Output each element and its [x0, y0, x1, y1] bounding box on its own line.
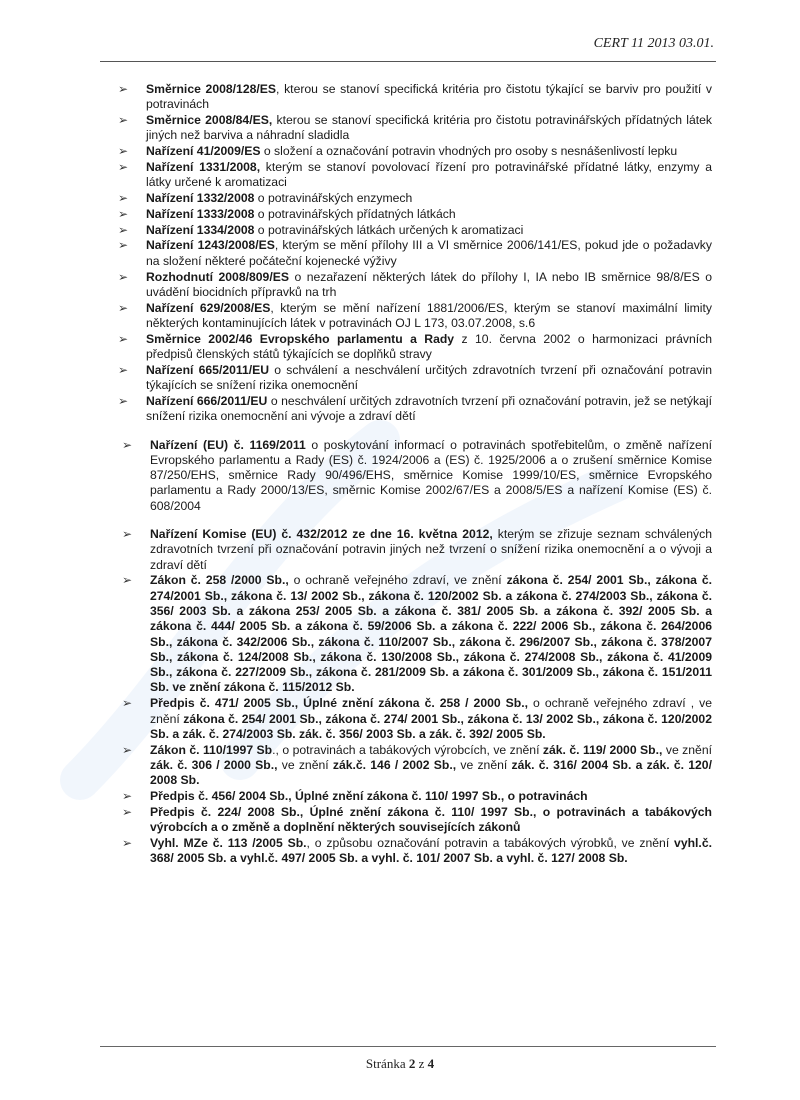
legislation-reference: Nařízení 41/2009/ES — [146, 144, 261, 159]
legislation-description: , o způsobu označování potravin a tabákových výrobků, ve znění — [306, 835, 675, 850]
list-item — [118, 223, 712, 238]
arrow-bullet-icon: ➢ — [122, 835, 133, 850]
footer-of: z — [418, 1056, 425, 1071]
legislation-reference: Nařízení 1243/2008/ES — [146, 238, 275, 253]
list-item — [118, 191, 712, 206]
legislation-description: o složení a označování potravin vhodných pro osoby s nesnášenlivostí lepku — [260, 144, 678, 159]
legislation-reference: zák. č. 306 / 2000 Sb., — [150, 757, 278, 772]
legislation-description: o ochraně veřejného zdraví, ve znění — [288, 573, 507, 588]
list-item — [118, 301, 712, 332]
legislation-description: , kterou se stanoví specifická kritéria pro čistotu týkající se barviv pro použití v potravinách — [146, 82, 712, 112]
legislation-description: o neschválení určitých zdravotních tvrzení při označování potravin, jež se netýkají snížení rizika onemocnění ani vývoje a zdraví dětí — [146, 393, 712, 424]
legislation-description: z 10. června 2002 o harmonizaci právních předpisů členských států týkajících se doplňků stravy — [146, 331, 712, 362]
legislation-reference: Vyhl. MZe č. 113 /2005 Sb. — [150, 835, 307, 850]
list-item — [118, 82, 712, 113]
legislation-reference: Nařízení 1331/2008, — [146, 159, 261, 174]
legislation-reference: Zákon č. 110/1997 Sb — [150, 742, 273, 757]
list-item — [118, 160, 712, 191]
legislation-description: o ochraně veřejného zdraví , ve znění — [150, 696, 712, 726]
legislation-description: o potravinářských látkách určených k aromatizaci — [254, 222, 524, 237]
arrow-bullet-icon: ➢ — [118, 238, 129, 253]
arrow-bullet-icon: ➢ — [118, 159, 129, 174]
arrow-bullet-icon: ➢ — [118, 82, 129, 96]
legislation-reference: Nařízení 665/2011/EU — [146, 362, 270, 377]
legislation-reference: vyhl.č. 368/ 2005 Sb. a vyhl.č. 497/ 2005 Sb. a vyhl. č. 101/ 2007 Sb. a vyhl. č. 127/ 2008 Sb. — [150, 835, 712, 866]
list-item — [118, 332, 712, 363]
arrow-bullet-icon: ➢ — [118, 300, 129, 315]
legislation-list — [118, 82, 712, 867]
arrow-bullet-icon: ➢ — [122, 789, 133, 804]
total-pages: 4 — [427, 1056, 435, 1071]
list-item — [118, 207, 712, 222]
legislation-description: , kterým se mění nařízení 1881/2006/ES, kterým se stanoví maximální limity některých kontaminujících látek v potravinách OJ L 173, 03.07.2008, s.6 — [146, 300, 712, 330]
legislation-description: ., o potravinách a tabákových výrobcích, ve znění — [272, 742, 543, 757]
legislation-reference: zákona č. 254/ 2001 Sb., zákona č. 274/ 2001 Sb., zákona č. 13/ 2002 Sb., zákona č. 120/2002 Sb. a zák. č. 274/2003 Sb. zák. č. 356/ 2003 Sb. a zák. č. 392/ 2005 Sb. — [150, 711, 712, 741]
list-item — [122, 805, 712, 836]
list-item — [122, 696, 712, 742]
legislation-description: ve znění — [277, 757, 333, 772]
list-item — [122, 789, 712, 804]
legislation-reference: Nařízení 1332/2008 — [146, 191, 255, 206]
legislation-description: o potravinářských enzymech — [254, 191, 413, 206]
legislation-reference: Směrnice 2002/46 Evropského parlamentu a Rady — [146, 331, 455, 346]
page-footer — [0, 1056, 800, 1072]
list-item — [122, 527, 712, 573]
legislation-description: kterou se stanoví specifická kritéria pro čistotu potravinářských přídatných látek jiných než barviva a náhradní sladidla — [146, 113, 712, 143]
legislation-reference: Rozhodnutí 2008/809/ES — [146, 269, 289, 284]
legislation-description: , kterým se mění přílohy III a VI směrnice 2006/141/ES, pokud jde o požadavky na složení některé počáteční kojenecké výživy — [146, 238, 712, 268]
current-page: 2 — [408, 1056, 416, 1071]
arrow-bullet-icon: ➢ — [118, 113, 129, 128]
list-item — [118, 238, 712, 269]
legislation-reference: zák. č. 119/ 2000 Sb., — [542, 742, 663, 757]
legislation-description: ve znění — [662, 742, 712, 757]
legislation-reference: Nařízení Komise (EU) č. 432/2012 ze dne 16. května 2012, — [150, 527, 493, 542]
footer-label: Stránka — [365, 1056, 406, 1071]
arrow-bullet-icon: ➢ — [118, 269, 129, 284]
legislation-reference: zák. č. 316/ 2004 Sb. a zák. č. 120/ 2008 Sb. — [150, 757, 712, 788]
arrow-bullet-icon: ➢ — [118, 191, 129, 206]
list-item — [122, 836, 712, 867]
legislation-reference: Předpis č. 456/ 2004 Sb., Úplné znění zákona č. 110/ 1997 Sb., o potravinách — [150, 789, 588, 804]
list-item — [118, 270, 712, 301]
arrow-bullet-icon: ➢ — [122, 437, 133, 452]
legislation-description: o nezařazení některých látek do přílohy I, IA nebo IB směrnice 98/8/ES o uvádění biocidních přípravků na trh — [146, 269, 712, 299]
legislation-description: kterým se zřizuje seznam schválených zdravotních tvrzení při označování potravin jiných než tvrzení o snížení rizika onemocnění a o vývoji a zdraví dětí — [150, 527, 712, 572]
legislation-description: ve znění — [456, 757, 512, 772]
legislation-reference: Nařízení 1333/2008 — [146, 206, 255, 221]
arrow-bullet-icon: ➢ — [118, 393, 129, 408]
arrow-bullet-icon: ➢ — [118, 222, 129, 237]
arrow-bullet-icon: ➢ — [122, 804, 133, 819]
footer-divider — [100, 1046, 716, 1047]
arrow-bullet-icon: ➢ — [122, 527, 133, 542]
arrow-bullet-icon: ➢ — [122, 696, 133, 711]
legislation-reference: Nařízení (EU) č. 1169/2011 — [150, 437, 306, 452]
arrow-bullet-icon: ➢ — [118, 331, 129, 346]
list-item — [118, 363, 712, 394]
legislation-reference: Nařízení 666/2011/EU — [146, 393, 268, 408]
header-divider — [100, 61, 716, 62]
arrow-bullet-icon: ➢ — [122, 573, 133, 588]
arrow-bullet-icon: ➢ — [122, 742, 133, 757]
legislation-description: o potravinářských přídatných látkách — [254, 206, 456, 221]
legislation-reference: Nařízení 1334/2008 — [146, 222, 255, 237]
arrow-bullet-icon: ➢ — [118, 362, 129, 377]
list-item — [122, 573, 712, 695]
document-code-header: CERT 11 2013 03.01. — [593, 36, 714, 51]
list-item — [118, 144, 712, 159]
legislation-reference: Předpis č. 471/ 2005 Sb., Úplné znění zákona č. 258 / 2000 Sb., — [150, 696, 529, 711]
list-item — [122, 743, 712, 789]
legislation-reference: Zákon č. 258 /2000 Sb., — [150, 573, 289, 588]
legislation-description: kterým se stanoví povolovací řízení pro potravinářské přídatné látky, enzymy a látky určené k aromatizaci — [146, 159, 713, 190]
legislation-reference: zákona č. 254/ 2001 Sb., zákona č. 274/2001 Sb., zákona č. 13/ 2002 Sb., zákona č. 120/2002 Sb. a zákona č. 274/2003 Sb., zákona č. 356/ 2003 Sb. a zákona 253/ 2005 Sb. a zákona č. 381/ 2005 Sb. a zákona č. 392/ 2005 Sb. a zákona č. 444/ 2005 Sb. a zákona č. 59/2006 Sb. a zákona č. 222/ 2006 Sb., zákona č. 264/2006 Sb., zákona č. 342/2006 Sb., zákona č. 110/2007 Sb., zákona č. 296/2007 Sb., zákona č. 378/2007 Sb., zákona č. 124/2008 Sb., zákona č. 130/2008 Sb., zákona č. 274/2008 Sb., zákona č. 41/2009 Sb., zákona č. 227/2009 Sb., zákona č. 281/2009 Sb. a zákona č. 301/2009 Sb., zákona č. 151/2011 Sb. ve znění zákona č. 115/2012 Sb. — [150, 573, 712, 695]
arrow-bullet-icon: ➢ — [118, 144, 129, 159]
list-item — [118, 394, 712, 425]
legislation-reference: Směrnice 2008/84/ES, — [146, 113, 273, 128]
list-item — [118, 113, 712, 144]
legislation-reference: Předpis č. 224/ 2008 Sb., Úplné znění zákona č. 110/ 1997 Sb., o potravinách a tabákových výrobcích a o změně a doplnění některých souvisejících zákonů — [150, 804, 712, 835]
arrow-bullet-icon: ➢ — [118, 206, 129, 221]
legislation-reference: Nařízení 629/2008/ES — [146, 300, 271, 315]
legislation-description: o poskytování informací o potravinách spotřebitelům, o změně nařízení Evropského parlamentu a Rady (ES) č. 1924/2006 a (ES) č. 1925/2006 a o zrušení směrnice Komise 87/250/EHS, směrnice Rady 90/496/EHS, směrnice Komise 1999/10/ES, směrnice Evropského parlamentu a Rady 2000/13/ES, směrnic Komise 2002/67/ES a 2008/5/ES a nařízení Komise (ES) č. 608/2004 — [150, 437, 712, 513]
legislation-reference: zák.č. 146 / 2002 Sb., — [332, 757, 457, 772]
list-item — [122, 438, 712, 514]
legislation-reference: Směrnice 2008/128/ES — [146, 82, 277, 96]
legislation-description: o schválení a neschválení určitých zdravotních tvrzení při označování potravin týkajících se snížení rizika onemocnění — [146, 362, 712, 393]
